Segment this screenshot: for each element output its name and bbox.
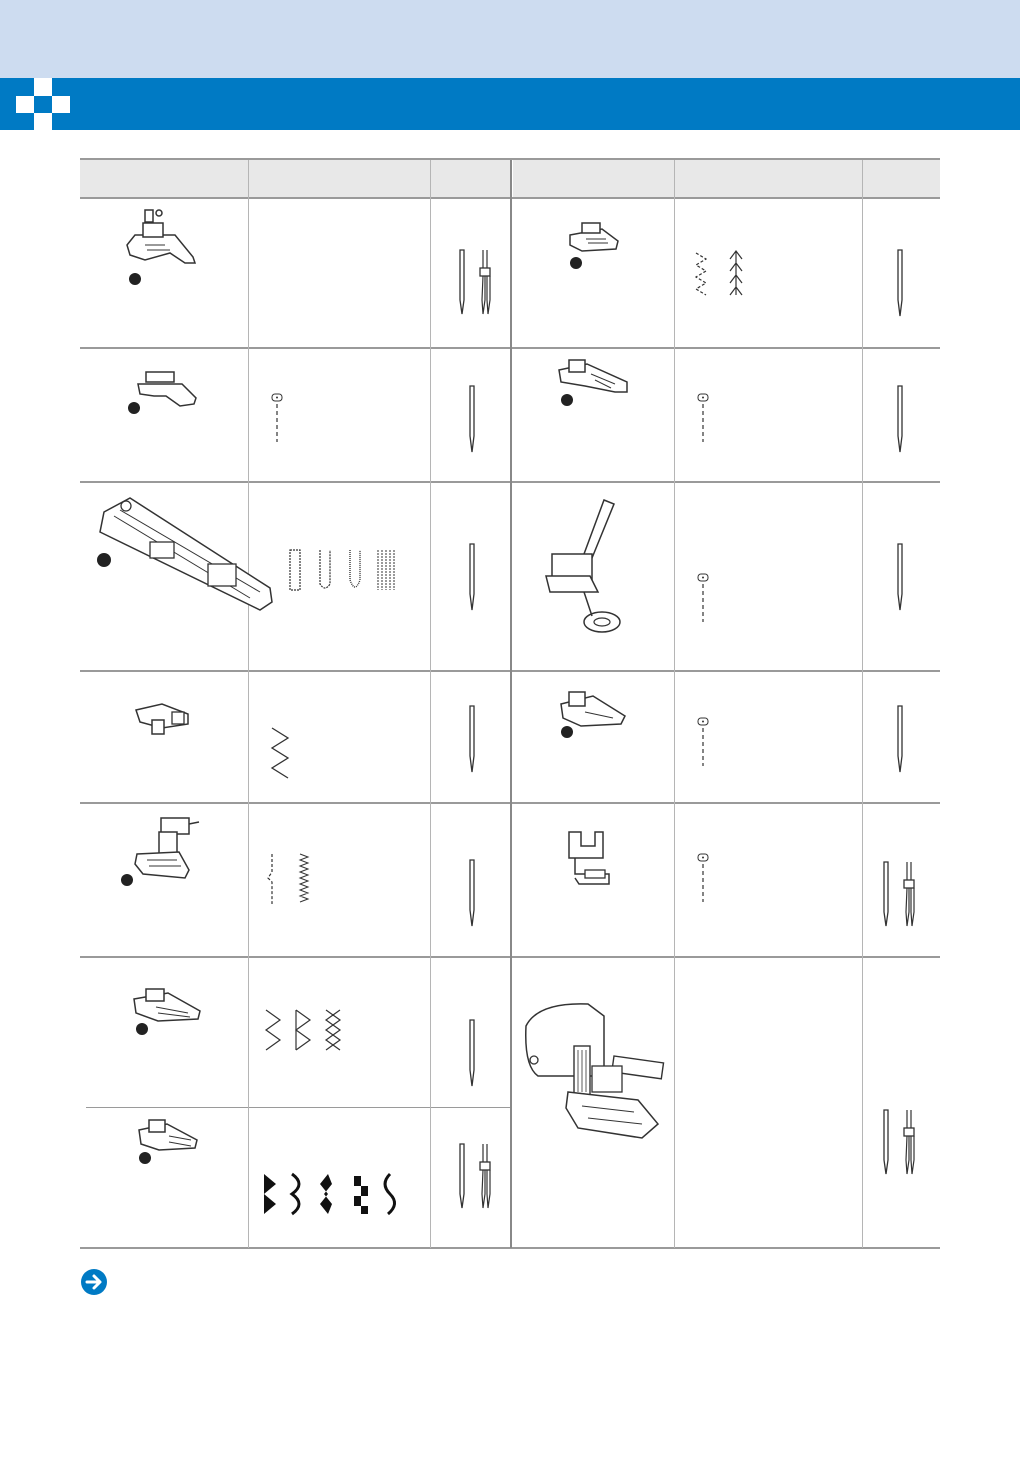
presser-foot-zipper-image xyxy=(120,370,200,416)
col-divider xyxy=(248,160,249,1248)
satin-foot-image xyxy=(128,985,208,1041)
col-divider xyxy=(430,160,431,1248)
arrow-right-circle-icon xyxy=(80,1268,108,1296)
straight-stitch-icon xyxy=(694,716,714,768)
twin-needle-icon xyxy=(876,1108,916,1180)
presser-foot-guide-image xyxy=(555,356,635,408)
single-needle-icon xyxy=(465,542,479,614)
row-rule xyxy=(86,1107,510,1108)
twin-needle-icon xyxy=(452,1142,492,1214)
zigzag-feather-stitch-icon xyxy=(692,245,752,300)
col-divider-center xyxy=(510,160,512,1248)
single-needle-icon xyxy=(465,704,479,776)
twin-needle-icon xyxy=(452,248,492,320)
triple-zigzag-stitch-icon xyxy=(262,1006,348,1058)
straight-stitch-icon xyxy=(694,852,714,904)
open-toe-foot-image xyxy=(133,1118,203,1168)
section-logo xyxy=(0,78,70,130)
single-needle-icon xyxy=(893,248,907,320)
quarter-inch-foot-image xyxy=(555,688,631,744)
col-divider xyxy=(674,160,675,1248)
blind-hem-stitch-icon xyxy=(266,852,316,906)
single-needle-icon xyxy=(465,1018,479,1090)
col-divider xyxy=(862,160,863,1248)
single-needle-icon xyxy=(465,858,479,930)
quilting-foot-image xyxy=(540,496,630,646)
straight-stitch-icon xyxy=(694,572,714,624)
presser-foot-standard-image xyxy=(115,205,205,285)
buttonhole-foot-image xyxy=(90,492,280,622)
single-needle-icon xyxy=(465,384,479,456)
single-needle-icon xyxy=(893,384,907,456)
presser-foot-narrow-image xyxy=(562,215,626,271)
twin-needle-icon xyxy=(876,860,916,932)
table-header-left xyxy=(80,160,510,198)
header-band xyxy=(0,0,1020,78)
blind-hem-foot-image xyxy=(115,812,205,894)
walking-foot-image xyxy=(518,996,668,1146)
adjustable-zipper-foot-image xyxy=(565,828,615,890)
single-needle-icon xyxy=(893,542,907,614)
straight-stitch-icon xyxy=(694,392,714,444)
straight-stitch-icon xyxy=(268,392,288,444)
section-bar xyxy=(0,78,1020,130)
single-needle-icon xyxy=(893,704,907,776)
zigzag-stitch-icon xyxy=(268,724,292,780)
buttonhole-stitch-icon xyxy=(288,548,400,594)
overcast-foot-image xyxy=(132,700,192,740)
decorative-satin-stitch-icon xyxy=(262,1170,402,1218)
table-header-right xyxy=(513,160,940,198)
